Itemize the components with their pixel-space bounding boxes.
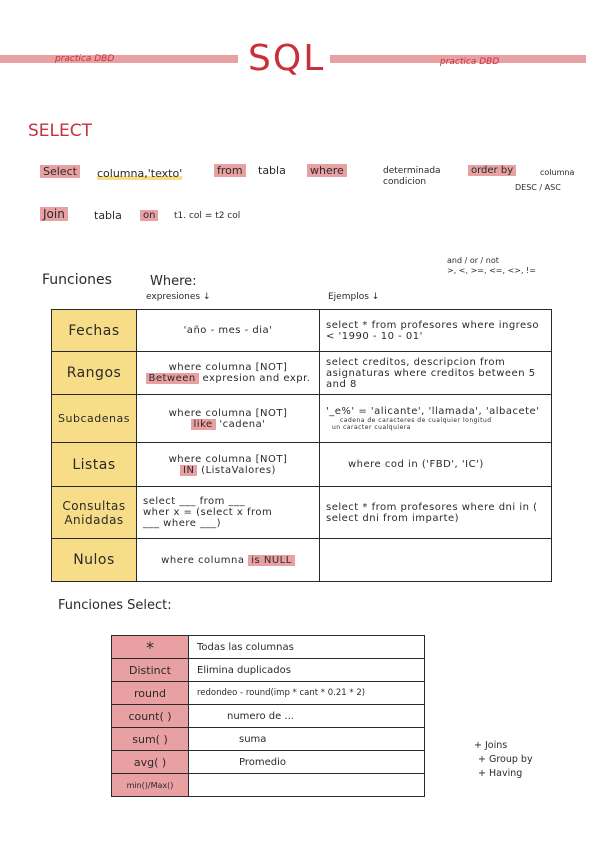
row-example — [320, 539, 552, 582]
row-desc: numero de ... — [189, 705, 425, 728]
extras-item: + Group by — [478, 754, 533, 765]
table-row — [52, 487, 552, 539]
expr-line: select ___ from ___ — [143, 496, 246, 507]
row-example: select * from profesores where dni in ( select dni from imparte) — [320, 487, 552, 539]
row-expr — [137, 443, 320, 487]
select-keyword: Select — [40, 165, 80, 178]
expr-line: wher x = (select x from — [143, 507, 273, 518]
expr-line: expresion and expr. — [202, 373, 311, 384]
example-note: un caracter cualquiera — [332, 424, 411, 431]
example-note: cadena de caracteres de cualquier longitud — [340, 417, 492, 424]
row-name: Distinct — [112, 659, 189, 682]
extras-item: + Joins — [474, 740, 508, 751]
select-columns — [97, 167, 182, 180]
row-desc: Promedio — [189, 751, 425, 774]
funciones-heading: Funciones — [42, 272, 112, 288]
on-keyword: on — [140, 210, 158, 221]
row-name: min()/Max() — [112, 774, 189, 797]
header-band-left — [0, 55, 238, 63]
table-row — [112, 636, 425, 659]
header-left-label: practica DBD — [55, 54, 115, 64]
operators-line-1: and / or / not — [447, 256, 499, 265]
table-row — [52, 310, 552, 352]
where-functions-table — [51, 309, 552, 582]
col-ejemplos-label: Ejemplos ↓ — [328, 292, 380, 302]
funciones-select-heading: Funciones Select: — [58, 598, 172, 613]
table-row — [112, 705, 425, 728]
order-direction: DESC / ASC — [515, 183, 561, 192]
from-table: tabla — [258, 164, 286, 177]
expr-line: (ListaValores) — [201, 464, 276, 476]
row-example: select creditos, descripcion from asignaturas where creditos between 5 and 8 — [320, 352, 552, 395]
extras-list — [474, 739, 533, 781]
table-row — [52, 352, 552, 395]
row-desc: Todas las columnas — [189, 636, 425, 659]
row-name: Listas — [52, 443, 137, 487]
row-example: where cod in ('FBD', 'IC') — [320, 443, 552, 487]
select-columns-text: columna,'texto' — [97, 167, 183, 180]
row-expr — [137, 352, 320, 395]
col-expresiones-label: expresiones ↓ — [146, 292, 211, 302]
expr-highlight: like — [191, 419, 216, 430]
table-row — [52, 443, 552, 487]
row-example: select * from profesores where ingreso < '1990 - 10 - 01' — [320, 310, 552, 352]
row-name: round — [112, 682, 189, 705]
expr-line: ___ where ___) — [143, 518, 221, 529]
join-condition: t1. col = t2 col — [174, 211, 241, 221]
where-condition-2: condicion — [383, 177, 427, 187]
row-name: Consultas Anidadas — [52, 487, 137, 539]
row-desc: Elimina duplicados — [189, 659, 425, 682]
from-keyword: from — [214, 164, 246, 177]
row-name: count( ) — [112, 705, 189, 728]
select-heading: SELECT — [28, 121, 92, 141]
row-desc: redondeo - round(imp * cant * 0.21 * 2) — [189, 682, 425, 705]
example-line: '_e%' = 'alicante', 'llamada', 'albacete' — [326, 406, 540, 417]
where-keyword: where — [307, 164, 347, 177]
table-row — [112, 682, 425, 705]
row-expr — [137, 539, 320, 582]
expr-highlight: is NULL — [248, 555, 295, 566]
row-example — [320, 395, 552, 443]
expr-highlight: IN — [180, 465, 197, 476]
expr-highlight: Between — [146, 373, 199, 384]
expr-line: where columna [NOT] — [168, 362, 288, 373]
row-expr: 'año - mes - dia' — [137, 310, 320, 352]
page-title: SQL — [248, 38, 326, 79]
row-desc: suma — [189, 728, 425, 751]
row-expr — [137, 395, 320, 443]
row-name: sum( ) — [112, 728, 189, 751]
row-name: Subcadenas — [52, 395, 137, 443]
row-name: * — [112, 636, 189, 659]
header-right-label: practica DBD — [440, 57, 500, 67]
table-row — [112, 774, 425, 797]
row-name: Nulos — [52, 539, 137, 582]
row-name: Rangos — [52, 352, 137, 395]
table-row — [52, 395, 552, 443]
table-row — [52, 539, 552, 582]
expr-line: where columna [NOT] — [168, 453, 288, 465]
order-by-keyword: order by — [468, 165, 516, 176]
order-column: columna — [540, 168, 575, 177]
select-functions-table — [111, 635, 425, 797]
where-condition-1: determinada — [383, 166, 441, 176]
row-name: Fechas — [52, 310, 137, 352]
join-table: tabla — [94, 209, 122, 222]
row-desc — [189, 774, 425, 797]
expr-line: where columna [NOT] — [168, 407, 288, 419]
row-expr — [137, 487, 320, 539]
table-row — [112, 728, 425, 751]
where-label: Where: — [150, 274, 197, 289]
operators-line-2: >, <, >=, <=, <>, != — [447, 266, 536, 275]
table-row — [112, 659, 425, 682]
expr-line: where columna — [161, 554, 245, 566]
table-row — [112, 751, 425, 774]
extras-item: + Having — [478, 768, 523, 779]
expr-line: 'cadena' — [219, 418, 266, 430]
join-keyword: Join — [40, 207, 68, 221]
row-name: avg( ) — [112, 751, 189, 774]
